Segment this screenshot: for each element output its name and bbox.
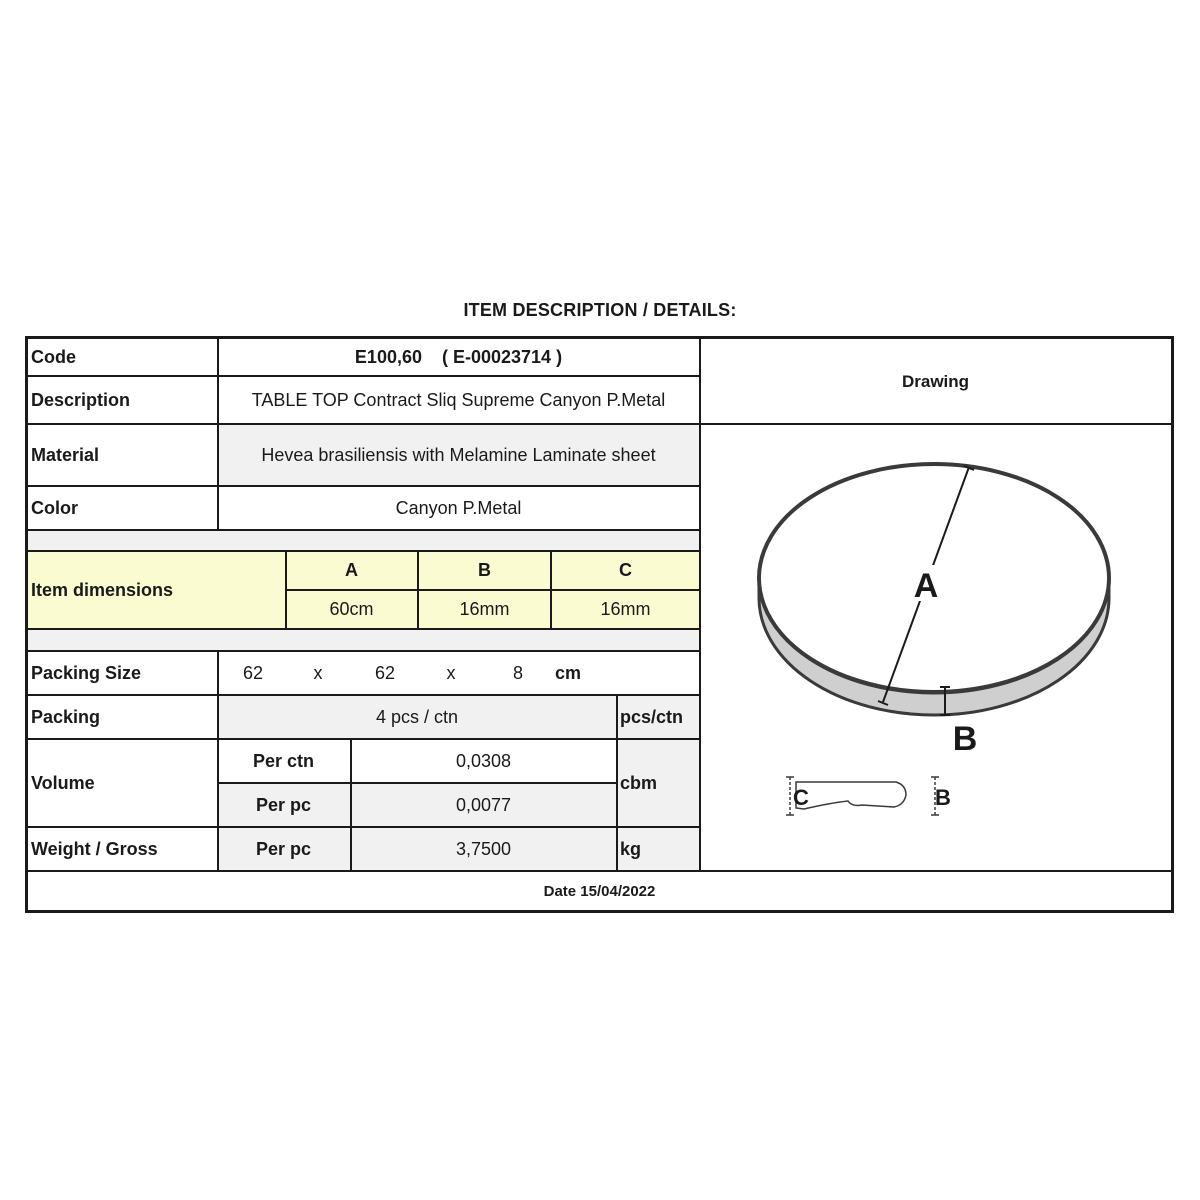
weight-per-pc-label: Per pc — [255, 838, 312, 859]
document-title: ITEM DESCRIPTION / DETAILS: — [463, 300, 737, 320]
color-value: Canyon P.Metal — [395, 497, 522, 518]
weight-value: 3,7500 — [455, 838, 512, 859]
description-value: TABLE TOP Contract Sliq Supreme Canyon P.Metal — [251, 389, 666, 410]
spacer-row-1 — [28, 530, 700, 551]
packing-value: 4 pcs / ctn — [375, 706, 459, 727]
code-value: E100,60 ( E-00023714 ) — [354, 347, 563, 367]
item-details-sheet — [25, 336, 1174, 913]
packing-size-c: 8 — [512, 662, 523, 683]
spacer-row-2 — [28, 629, 700, 651]
volume-per-pc-label: Per pc — [255, 794, 312, 815]
dimension-a-header: A — [345, 560, 358, 580]
drawing-title: Drawing — [901, 371, 970, 391]
weight-label: Weight / Gross — [31, 838, 158, 859]
packing-size-b: 62 — [374, 662, 396, 683]
material-value: Hevea brasiliensis with Melamine Laminate sheet — [261, 444, 656, 465]
dimension-b-value: 16mm — [459, 599, 510, 619]
table-top-drawing — [700, 425, 1171, 870]
packing-unit: pcs/ctn — [620, 706, 684, 727]
volume-per-ctn-value: 0,0308 — [455, 750, 512, 771]
dimension-b-label: B — [952, 720, 978, 758]
packing-label: Packing — [31, 706, 101, 727]
packing-size-unit: cm — [554, 662, 581, 683]
material-label: Material — [31, 444, 100, 465]
volume-unit: cbm — [620, 772, 658, 793]
dimensions-label: Item dimensions — [31, 579, 174, 600]
color-label: Color — [31, 497, 78, 518]
volume-per-ctn-label: Per ctn — [252, 750, 315, 771]
document-date: Date 15/04/2022 — [543, 882, 656, 900]
edge-profile-icon — [796, 782, 906, 809]
packing-size-label: Packing Size — [31, 662, 142, 683]
packing-size-x1: x — [313, 662, 323, 683]
packing-size-x2: x — [446, 662, 456, 683]
dimension-c-value: 16mm — [600, 599, 651, 619]
volume-per-pc-value: 0,0077 — [455, 794, 512, 815]
dimension-a-value: 60cm — [329, 599, 374, 619]
dimension-a-label: A — [913, 567, 939, 605]
code-label: Code — [31, 347, 76, 367]
dimension-c-header: C — [619, 560, 632, 580]
description-label: Description — [31, 389, 131, 410]
volume-label: Volume — [31, 772, 95, 793]
dimension-c-label: C — [793, 785, 809, 810]
dimension-b-profile-label: B — [935, 785, 951, 810]
packing-size-a: 62 — [242, 662, 264, 683]
dimension-b-header: B — [478, 560, 491, 580]
weight-unit: kg — [620, 838, 642, 859]
